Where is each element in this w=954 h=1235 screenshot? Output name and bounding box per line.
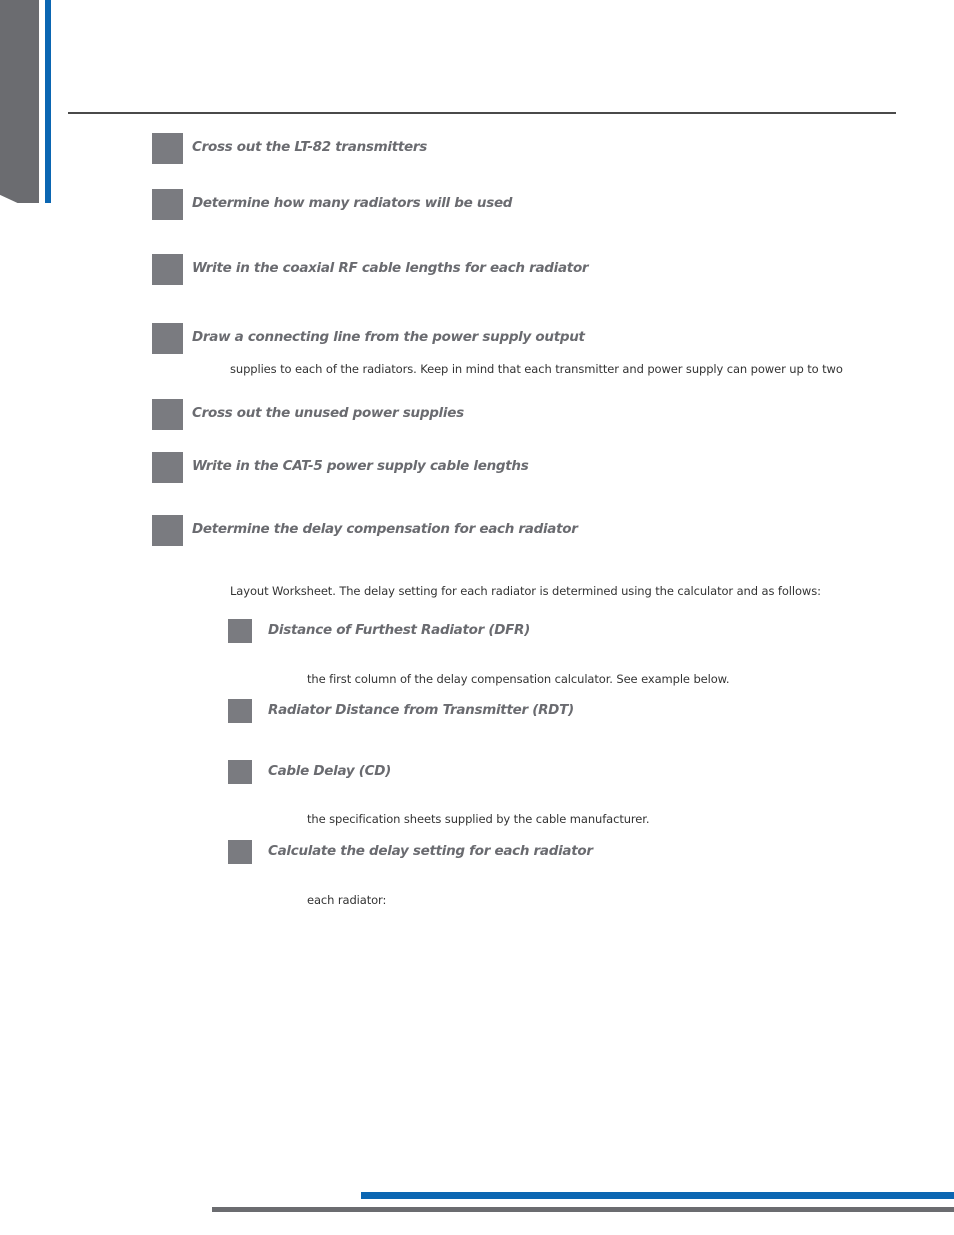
substep-4-heading: Calculate the delay setting for each radiator <box>268 843 593 859</box>
substep-1-checkbox <box>228 619 252 643</box>
side-tab <box>0 0 39 203</box>
substep-3-text: the specification sheets supplied by the cable manufacturer. <box>307 812 650 826</box>
substep-1-text: the first column of the delay compensation calculator. See example below. <box>307 672 730 686</box>
substep-4-checkbox <box>228 840 252 864</box>
header-rule <box>68 112 896 114</box>
step-7-heading: Determine the delay compensation for each radiator <box>192 521 578 537</box>
side-accent-bar <box>45 0 51 203</box>
step-1-checkbox <box>152 133 183 164</box>
footer-gray-bar <box>212 1207 954 1212</box>
step-4-text: supplies to each of the radiators. Keep in mind that each transmitter and power supply can power up to two <box>230 362 843 376</box>
step-7-text: Layout Worksheet. The delay setting for each radiator is determined using the calculator and as follows: <box>230 584 821 598</box>
substep-3-checkbox <box>228 760 252 784</box>
substep-1-heading: Distance of Furthest Radiator (DFR) <box>268 622 531 638</box>
step-2-heading: Determine how many radiators will be used <box>192 195 513 211</box>
footer-blue-bar <box>361 1192 954 1199</box>
step-2-checkbox <box>152 189 183 220</box>
substep-2-heading: Radiator Distance from Transmitter (RDT) <box>268 702 574 718</box>
step-5-checkbox <box>152 399 183 430</box>
substep-4-text: each radiator: <box>307 893 387 907</box>
step-6-heading: Write in the CAT-5 power supply cable lengths <box>192 458 529 474</box>
step-6-checkbox <box>152 452 183 483</box>
step-5-heading: Cross out the unused power supplies <box>192 405 464 421</box>
substep-3-heading: Cable Delay (CD) <box>268 763 392 779</box>
step-3-checkbox <box>152 254 183 285</box>
step-3-heading: Write in the coaxial RF cable lengths for each radiator <box>192 260 589 276</box>
step-4-checkbox <box>152 323 183 354</box>
step-1-heading: Cross out the LT-82 transmitters <box>192 139 427 155</box>
step-4-heading: Draw a connecting line from the power supply output <box>192 329 585 345</box>
substep-2-checkbox <box>228 699 252 723</box>
step-7-checkbox <box>152 515 183 546</box>
